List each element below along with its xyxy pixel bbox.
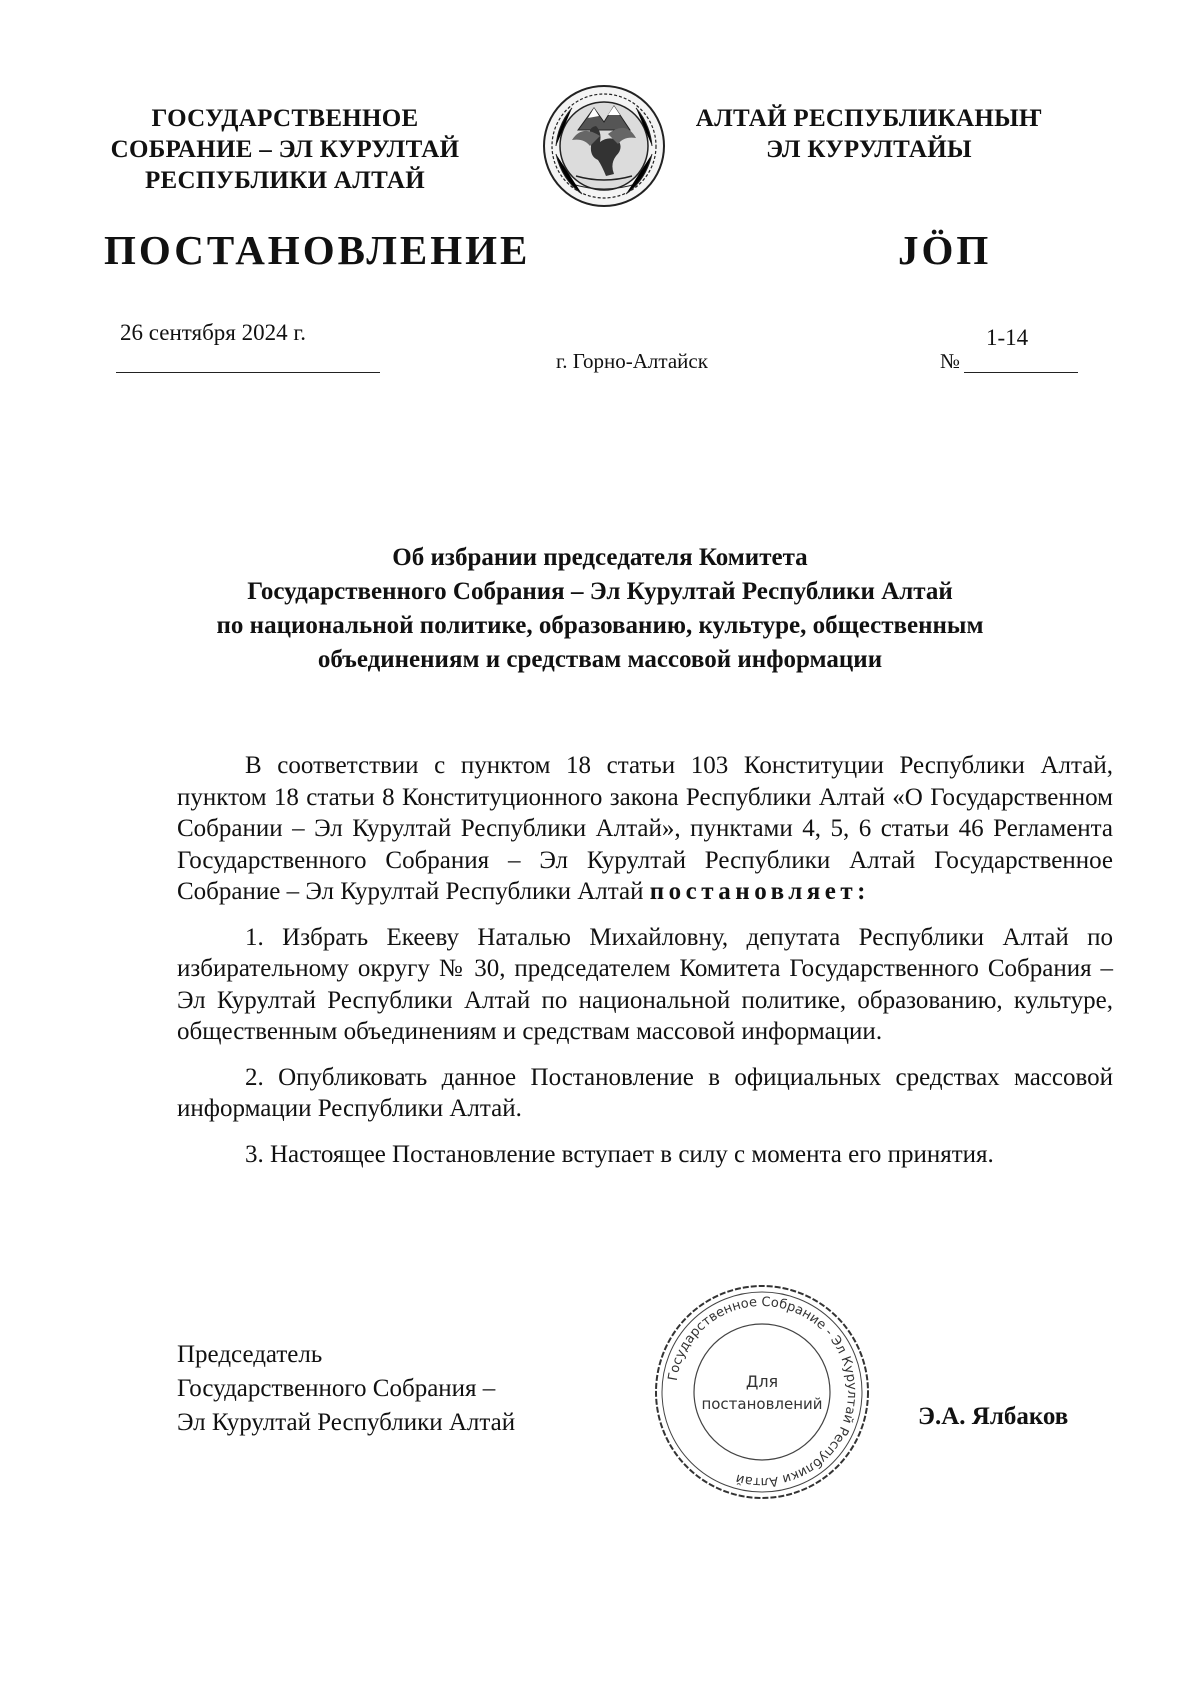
- item-paragraph: 2. Опубликовать данное Постановление в официальных средствах массовой информации Республики Алтай.: [177, 1063, 1113, 1122]
- header-right: [684, 103, 1054, 165]
- official-stamp: [650, 1280, 874, 1504]
- stamp-ring-text: Государственное Собрание - Эл Курултай Республики Алтай: [665, 1294, 860, 1490]
- item-paragraph: 1. Избрать Екееву Наталью Михайловну, депутата Республики Алтай по избирательному округу № 30, председателем Комитета Государственного Собрания – Эл Курултай Республики Алтай по национальной политике, образованию, культуре, общественным объединениям и средствам массовой информации.: [177, 923, 1113, 1045]
- header-left-line: ГОСУДАРСТВЕННОЕ: [151, 105, 419, 132]
- signature-title-line: Председатель: [177, 1341, 323, 1368]
- document-date: 26 сентября 2024 г.: [120, 320, 306, 345]
- signature-title: [177, 1338, 515, 1440]
- preamble-paragraph: [177, 750, 1113, 908]
- header-left-line: СОБРАНИЕ – ЭЛ КУРУЛТАЙ: [110, 136, 460, 163]
- subject-line: по национальной политике, образованию, культуре, общественным: [216, 612, 984, 639]
- signature-title-line: Эл Курултай Республики Алтай: [177, 1409, 516, 1436]
- subject-line: Об избрании председателя Комитета: [392, 544, 808, 571]
- doc-type-ru: ПОСТАНОВЛЕНИЕ: [104, 227, 531, 273]
- header-left-line: РЕСПУБЛИКИ АЛТАЙ: [144, 167, 425, 194]
- coat-of-arms-altai-icon: [542, 84, 666, 208]
- document-number: 1-14: [986, 325, 1029, 350]
- header-right-line: ЭЛ КУРУЛТАЙЫ: [766, 136, 972, 163]
- doc-type-alt: JӦП: [898, 227, 992, 273]
- stamp-center-line: Для: [745, 1372, 779, 1391]
- signatory-name: Э.А. Ялбаков: [918, 1403, 1069, 1430]
- subject-line: Государственного Собрания – Эл Курултай Республики Алтай: [247, 578, 953, 605]
- signature-title-line: Государственного Собрания –: [177, 1375, 496, 1402]
- item-paragraph: 3. Настоящее Постановление вступает в силу с момента его принятия.: [245, 1140, 994, 1168]
- document-body: [177, 750, 1113, 1170]
- document-subject: [180, 541, 1020, 677]
- header-right-line: АЛТАЙ РЕСПУБЛИКАНЫҤ: [695, 105, 1043, 132]
- preamble-text: В соответствии с пунктом 18 статьи 103 Конституции Республики Алтай, пунктом 18 статьи 8 Конституционного закона Республики Алтай «О Государственном Собрании – Эл Курултай Республики Алтай», пунктами 4, 5, 6 статьи 46 Регламента Государственного Собрания – Эл Курултай Республики Алтай Государственное Собрание – Эл Курултай Республики Алтай: [177, 752, 1113, 905]
- date-underline: [116, 372, 380, 373]
- subject-line: объединениям и средствам массовой информации: [317, 646, 883, 673]
- document-city: г. Горно-Алтайск: [556, 349, 708, 373]
- stamp-center-line: постановлений: [701, 1395, 823, 1413]
- header-left: [100, 103, 470, 196]
- resolves-word: постановляет:: [649, 878, 870, 905]
- number-underline: [964, 372, 1078, 373]
- number-label: №: [940, 349, 961, 373]
